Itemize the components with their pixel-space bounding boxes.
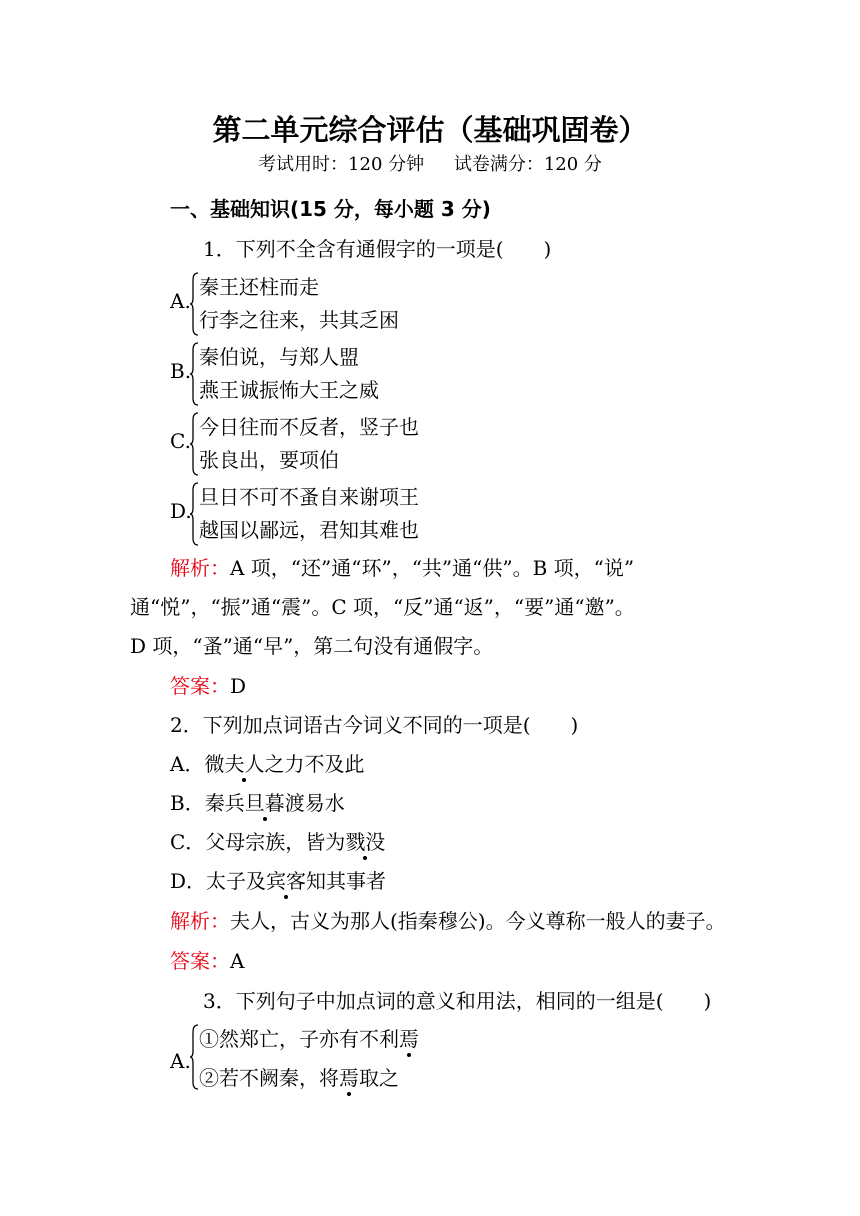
question-2-stem: 2．下列加点词语古今词义不同的一项是( ) xyxy=(170,713,579,737)
q1-analysis-line-2: 通“悦”，“振”通“震”。C 项，“反”通“返”，“要”通“邀”。 xyxy=(130,595,635,619)
section-heading: 一、基础知识(15 分，每小题 3 分) xyxy=(170,197,491,221)
analysis-label: 解析： xyxy=(170,909,230,933)
q1-analysis-line-1: 解析：A 项，“还”通“环”，“共”通“供”。B 项，“说” xyxy=(170,556,635,580)
q2-answer: 答案：A xyxy=(170,949,245,973)
q1-answer: 答案：D xyxy=(170,674,247,698)
brace-icon xyxy=(189,342,199,406)
answer-label: 答案： xyxy=(170,949,230,973)
q2-option-d: D．太子及宾客知其事者 xyxy=(170,869,387,893)
question-3-stem: 3．下列句子中加点词的意义和用法，相同的一组是( ) xyxy=(203,989,712,1013)
brace-icon xyxy=(189,482,199,546)
option-letter: C. xyxy=(170,429,191,453)
question-1-stem: 1．下列不全含有通假字的一项是( ) xyxy=(203,237,552,261)
exam-time: 考试用时：120 分钟 xyxy=(258,154,425,175)
q2-option-c: C．父母宗族，皆为戮没 xyxy=(170,830,386,854)
analysis-label: 解析： xyxy=(170,556,230,580)
full-score: 试卷满分：120 分 xyxy=(453,154,602,175)
option-letter: D. xyxy=(170,499,192,523)
option-line-2: 越国以鄙远，君知其难也 xyxy=(199,518,419,542)
page-title: 第二单元综合评估（基础巩固卷） xyxy=(212,113,648,147)
dotted-word: 焉 xyxy=(339,1066,359,1090)
option-line-1: 秦伯说，与郑人盟 xyxy=(199,345,359,369)
q2-analysis: 解析：夫人，古义为那人(指秦穆公)。今义尊称一般人的妻子。 xyxy=(170,909,726,933)
brace-icon xyxy=(189,412,199,476)
dotted-word: 焉 xyxy=(399,1027,419,1051)
option-line-1: 今日往而不反者，竖子也 xyxy=(199,415,419,439)
answer-label: 答案： xyxy=(170,674,230,698)
option-line-2: 张良出，要项伯 xyxy=(199,448,339,472)
q2-option-a: A．微夫人之力不及此 xyxy=(170,752,365,776)
brace-icon xyxy=(189,1024,199,1090)
dotted-word: 戮没 xyxy=(345,830,386,854)
option-line-2: 行李之往来，共其乏困 xyxy=(199,308,399,332)
option-letter: A. xyxy=(170,1049,191,1073)
dotted-word: 夫人 xyxy=(224,752,265,776)
option-line-1: ①然郑亡，子亦有不利焉 xyxy=(199,1027,419,1051)
q2-option-b: B．秦兵旦暮渡易水 xyxy=(170,791,345,815)
exam-info xyxy=(0,150,860,176)
brace-icon xyxy=(189,272,199,336)
option-line-2: 燕王诚振怖大王之威 xyxy=(199,378,379,402)
q1-analysis-line-3: D 项，“蚤”通“早”，第二句没有通假字。 xyxy=(130,634,494,658)
option-line-1: 秦王还柱而走 xyxy=(199,275,319,299)
option-letter: A. xyxy=(170,289,191,313)
option-letter: B. xyxy=(170,359,192,383)
dotted-word: 旦暮 xyxy=(244,791,285,815)
option-line-1: 旦日不可不蚤自来谢项王 xyxy=(199,485,419,509)
dotted-word: 宾客 xyxy=(266,869,307,893)
option-line-2: ②若不阙秦，将焉取之 xyxy=(199,1066,399,1090)
